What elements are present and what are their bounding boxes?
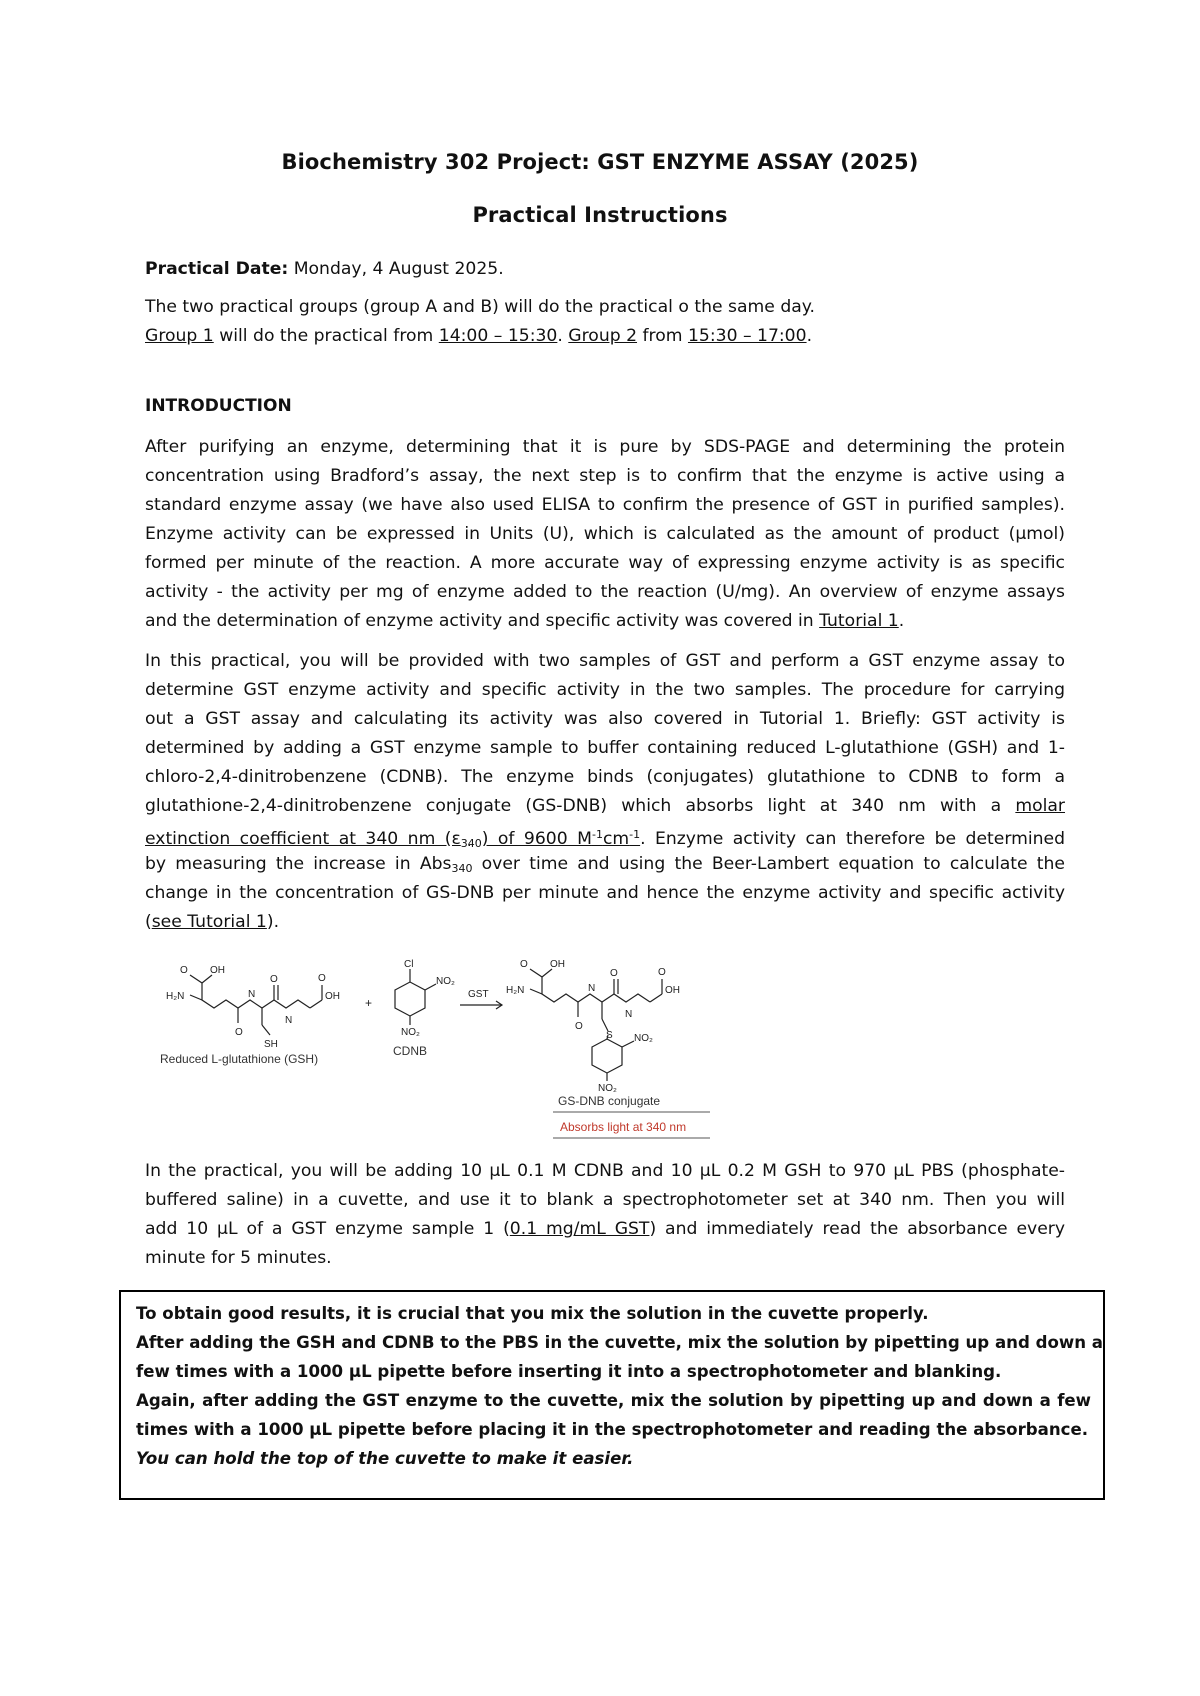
atom-n: N [588, 983, 596, 994]
date-value: Monday, 4 August 2025. [288, 259, 504, 279]
paragraph-line: extinction coefficient at 340 nm $(\varepsilon_{340})$ of 9600 $M^{-1}cm^{-1}$. Enzyme activity can therefore be determined [145, 828, 1065, 850]
atom-o: O [270, 974, 278, 985]
date-label: Practical Date: [145, 259, 289, 279]
group1-label: Group 1 [145, 326, 214, 346]
atom-no2: NO₂ [436, 976, 455, 987]
practical-date [145, 258, 504, 280]
atom-o: O [235, 1027, 243, 1038]
atom-oh: OH [210, 965, 225, 976]
mixing-notice-box [119, 1290, 1105, 1500]
atom-n: N [248, 989, 256, 1000]
see-tutorial-1-link[interactable]: see Tutorial 1 [151, 912, 267, 932]
paragraph-line: (see Tutorial 1). [145, 912, 280, 932]
atom-cl: Cl [404, 959, 414, 970]
plus-sign: + [365, 996, 373, 1010]
paragraph-line: activity - the activity per mg of enzyme added to the reaction (U/mg). An overview of enzyme assays [145, 582, 1065, 602]
atom-n: N [625, 1009, 633, 1020]
group2-time: 15:30 – 17:00 [687, 326, 807, 346]
notice-line: times with a 1000 µL pipette before placing it in the spectrophotometer and reading the absorbance. [136, 1420, 1089, 1439]
atom-o: O [575, 1021, 583, 1032]
absorbs-label: Absorbs light at 340 nm [560, 1120, 687, 1134]
notice-italic-line: You can hold the top of the cuvette to make it easier. [136, 1449, 634, 1468]
atom-oh: OH [325, 991, 340, 1002]
molar-link[interactable]: molar [1015, 796, 1065, 816]
paragraph-line: chloro-2,4-dinitrobenzene (CDNB). The enzyme binds (conjugates) glutathione to CDNB to form a [145, 767, 1065, 787]
paragraph-line: After purifying an enzyme, determining that it is pure by SDS-PAGE and determining the protein [145, 437, 1065, 457]
paragraph-line: determine GST enzyme activity and specific activity in the two samples. The procedure for carrying [145, 680, 1065, 700]
paragraph-line: and the determination of enzyme activity and specific activity was covered in Tutorial 1. [145, 611, 905, 631]
gsh-label: Reduced L-glutathione (GSH) [160, 1052, 319, 1066]
reaction-arrow [460, 1001, 502, 1009]
paragraph-line: by measuring the increase in Abs$_{340}$ over time and using the Beer-Lambert equation to calculate the [145, 854, 1066, 875]
tutorial-1-link[interactable]: Tutorial 1 [819, 611, 899, 631]
paragraph-line: buffered saline) in a cuvette, and use it to blank a spectrophotometer set at 340 nm. Then you will [145, 1190, 1065, 1210]
document-title: Biochemistry 302 Project: GST ENZYME ASSAY (2025) [281, 150, 919, 174]
paragraph-line: In this practical, you will be provided with two samples of GST and perform a GST enzyme assay to [145, 651, 1065, 671]
paragraph-line: standard enzyme assay (we have also used ELISA to confirm the presence of GST in purified samples). [145, 495, 1065, 515]
atom-no2: NO₂ [401, 1027, 420, 1038]
introduction-heading: INTRODUCTION [145, 396, 292, 416]
atom-no2: NO₂ [598, 1083, 617, 1094]
document-subtitle: Practical Instructions [472, 203, 728, 227]
product-label: GS-DNB conjugate [558, 1094, 661, 1108]
notice-line: After adding the GSH and CDNB to the PBS in the cuvette, mix the solution by pipetting up and down a [136, 1333, 1104, 1352]
notice-line: Again, after adding the GST enzyme to the cuvette, mix the solution by pipetting up and down a few [136, 1391, 1091, 1410]
paragraph-line: minute for 5 minutes. [145, 1248, 332, 1268]
cdnb-structure [395, 969, 436, 1025]
atom-h2n: H₂N [166, 991, 185, 1002]
atom-oh: OH [665, 985, 680, 996]
atom-no2: NO₂ [634, 1033, 653, 1044]
paragraph-line: concentration using Bradford’s assay, the next step is to confirm that the enzyme is active using a [145, 466, 1065, 486]
extinction-coefficient-link[interactable]: extinction coefficient at 340 nm $(\varepsilon_{340})$ of 9600 $M^{-1}cm^{-1}$ [145, 828, 641, 850]
atom-o: O [318, 973, 326, 984]
paragraph-line: change in the concentration of GS-DNB per minute and hence the enzyme activity and specific activity [145, 883, 1065, 903]
concentration-link[interactable]: 0.1 mg/mL GST [509, 1219, 650, 1239]
atom-o: O [180, 965, 188, 976]
arrow-label: GST [468, 989, 489, 1000]
group2-label: Group 2 [568, 326, 638, 346]
notice-line: To obtain good results, it is crucial that you mix the solution in the cuvette properly. [136, 1304, 929, 1323]
atom-n: N [285, 1015, 293, 1026]
notice-line: few times with a 1000 µL pipette before inserting it into a spectrophotometer and blanking. [136, 1362, 1002, 1381]
gst-reaction-diagram [160, 955, 720, 1140]
group-times: Group 1 will do the practical from 14:00 – 15:30. Group 2 from 15:30 – 17:00. [145, 326, 813, 346]
group1-time: 14:00 – 15:30 [438, 326, 558, 346]
gs-dnb-structure [530, 969, 662, 1081]
paragraph-line: glutathione-2,4-dinitrobenzene conjugate (GS-DNB) which absorbs light at 340 nm with a molar [145, 796, 1065, 816]
atom-h2n: H₂N [506, 985, 525, 996]
cdnb-label: CDNB [393, 1044, 428, 1058]
groups-line: The two practical groups (group A and B) will do the practical o the same day. [145, 297, 815, 317]
paragraph-line: In the practical, you will be adding 10 µL 0.1 M CDNB and 10 µL 0.2 M GSH to 970 µL PBS (phosphate- [145, 1161, 1065, 1181]
atom-oh: OH [550, 959, 565, 970]
atom-s: S [606, 1030, 613, 1041]
atom-o: O [520, 959, 528, 970]
atom-sh: SH [264, 1039, 278, 1050]
atom-o: O [610, 968, 618, 979]
atom-o: O [658, 967, 666, 978]
paragraph-line: Enzyme activity can be expressed in Units (U), which is calculated as the amount of product (µmol) [145, 524, 1065, 544]
paragraph-line: add 10 µL of a GST enzyme sample 1 (0.1 mg/mL GST) and immediately read the absorbance every [145, 1219, 1066, 1239]
paragraph-line: formed per minute of the reaction. A more accurate way of expressing enzyme activity is as specific [145, 553, 1065, 573]
gsh-structure [190, 975, 322, 1035]
paragraph-line: out a GST assay and calculating its activity was also covered in Tutorial 1. Briefly: GST activity is [145, 709, 1065, 729]
paragraph-line: determined by adding a GST enzyme sample to buffer containing reduced L-glutathione (GSH) and 1- [145, 738, 1065, 758]
